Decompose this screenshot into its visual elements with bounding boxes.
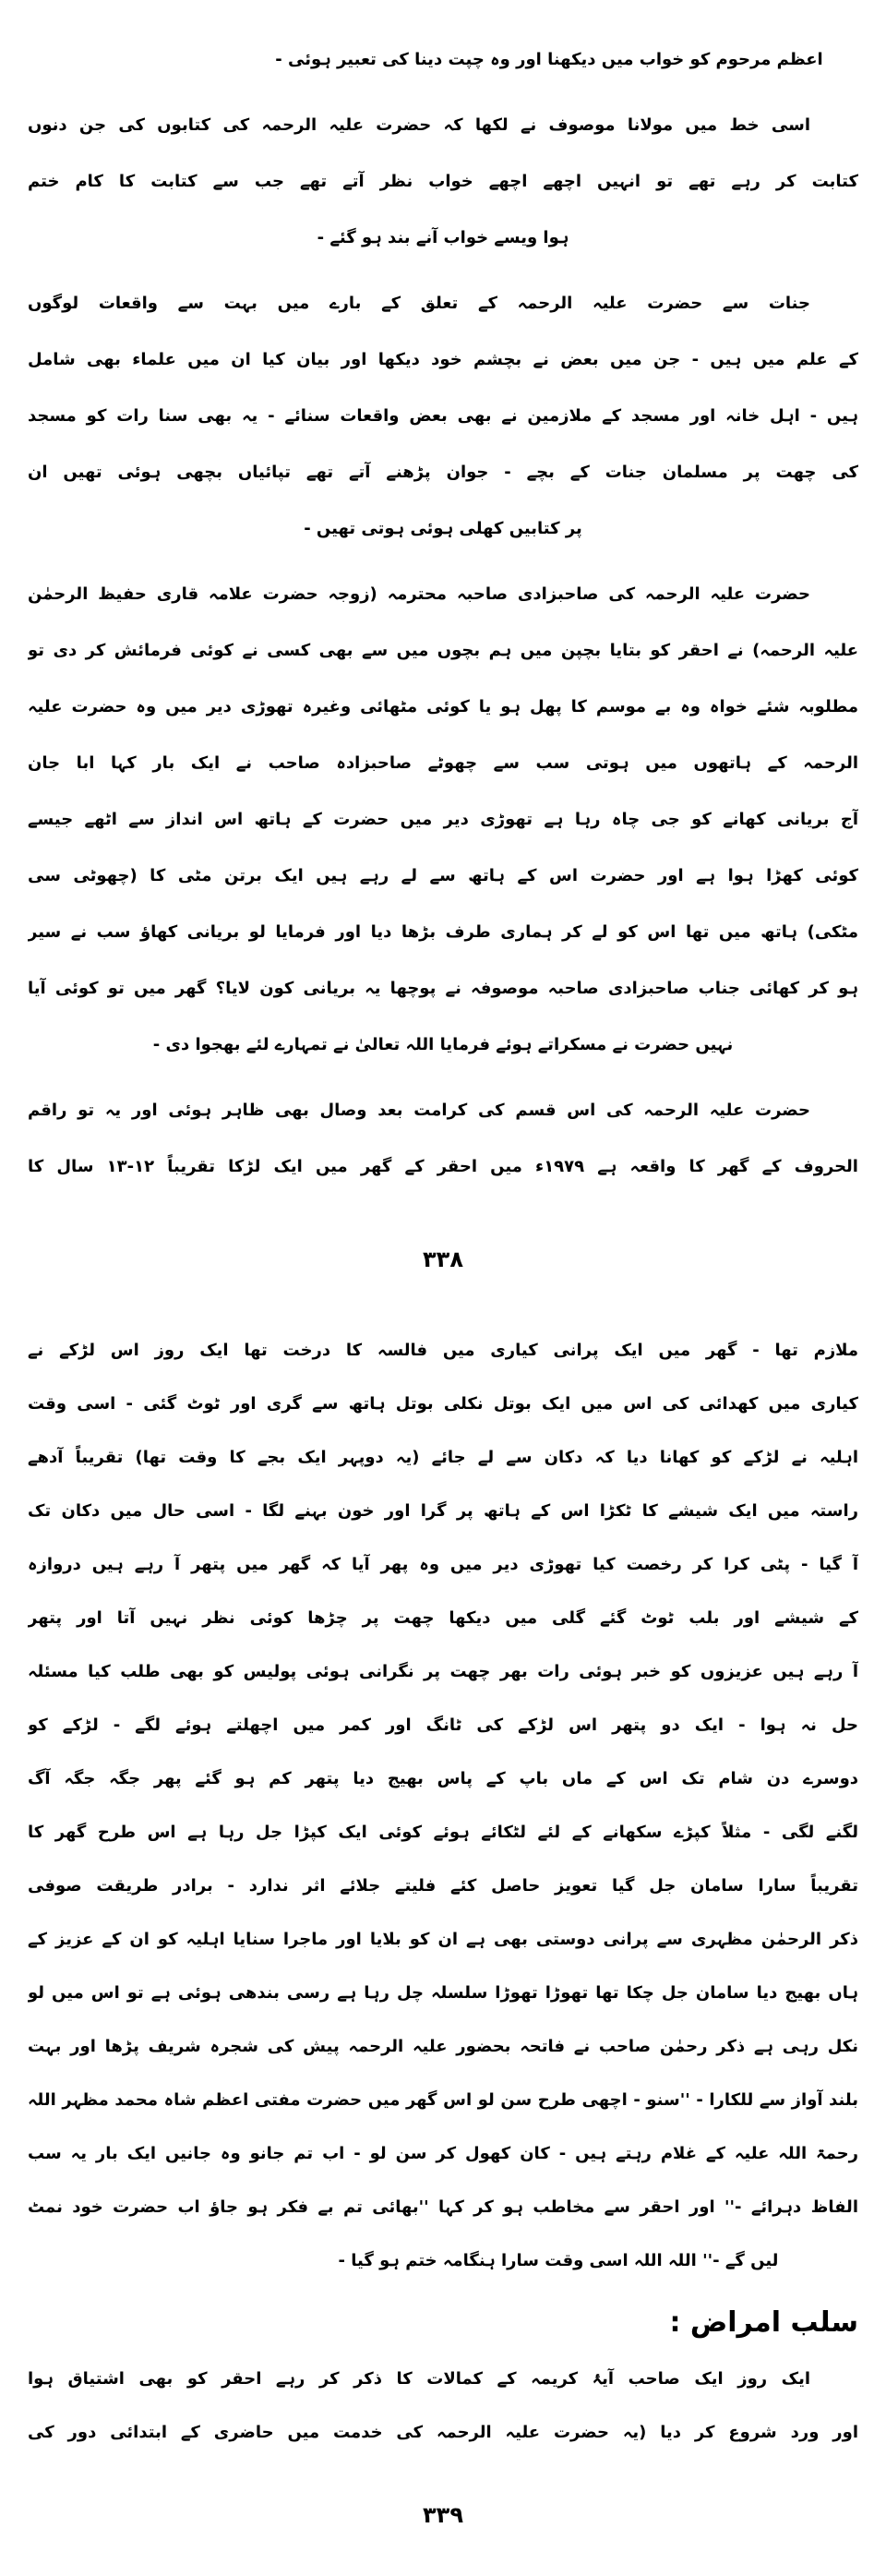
paragraph	[28, 2353, 858, 2460]
urdu-text-line: کتابت کر رہے تھے تو انہیں اچھے اچھے خواب نظر آتے تھے جب سے کتابت کا کام ختم	[28, 172, 858, 191]
urdu-text-line: علیہ الرحمہ) نے احقر کو بتایا بچپن میں ہم بچوں میں سے بھی کسی نے کوئی فرمائش کر دی تو	[28, 641, 858, 660]
urdu-text-line: تقریباً سارا سامان جل گیا تعویز حاصل کئے فلیتے جلائے اثر ندارد - برادر طریقت صوفی	[28, 1876, 858, 1896]
urdu-text-line: نکل رہی ہے ذکر رحمٰن صاحب نے فاتحہ بحضور علیہ الرحمہ پیش کی شجرہ شریف پڑھا اور بہت	[28, 2037, 858, 2056]
page-number-339: ۳۳۹	[423, 2502, 463, 2528]
urdu-text-line: کے شیشے اور بلب ٹوٹ گئے گلی میں دیکھا چھت پر چڑھا کوئی نظر نہیں آتا اور پتھر	[28, 1608, 858, 1628]
urdu-text-line: لگنے لگی - مثلاً کپڑے سکھانے کے لئے لٹکائے ہوئے کوئی ایک کپڑا جل رہا ہے اس طرح گھر کا	[28, 1823, 858, 1842]
book-page-338	[28, 31, 858, 1278]
urdu-text-line: کوئی کھڑا ہوا ہے اور حضرت اس کے ہاتھ سے لے رہے ہیں ایک برتن مٹی کا (چھوٹی سی	[28, 866, 858, 885]
urdu-text-line: الرحمہ کے ہاتھوں میں ہوتی سب سے چھوٹے صاحبزادہ صاحب نے ایک بار کہا ابا جان	[28, 753, 858, 773]
urdu-text-line: راستہ میں ایک شیشے کا ٹکڑا اس کے ہاتھ پر گرا اور خون بہنے لگا - اسی حال میں دکان تک	[28, 1501, 858, 1521]
urdu-text-line: بلند آواز سے للکارا - ''سنو - اچھی طرح سن لو اس گھر میں حضرت مفتی اعظم شاہ محمد مظہر اللہ	[28, 2090, 858, 2110]
continuation-paragraph	[28, 1324, 858, 2288]
urdu-text-line: ہوا ویسے خواب آنے بند ہو گئے -	[317, 228, 569, 247]
urdu-text-line: نہیں حضرت نے مسکراتے ہوئے فرمایا اللہ تعالیٰ نے تمہارے لئے بھجوا دی -	[152, 1035, 734, 1054]
urdu-text-line: ذکر الرحمٰن مظہری سے پرانی دوستی بھی ہے ان کو بلایا اور ماجرا سنایا اہلیہ کو ان کے عزیز کے	[28, 1930, 858, 1949]
urdu-text-line: ہاں بھیج دیا سامان جل چکا تھا تھوڑا تھوڑا سلسلہ چل رہا ہے رسی بندھی ہوئی ہے تو اس میں لو	[28, 1983, 858, 2003]
urdu-text-line: آ گیا - پٹی کرا کر رخصت کیا تھوڑی دیر میں وہ پھر آیا کہ گھر میں پتھر آ رہے ہیں دروازہ	[28, 1555, 858, 1574]
urdu-text-line: کے علم میں ہیں - جن میں بعض نے بچشم خود دیکھا اور بیان کیا ان میں علماء بھی شامل	[28, 350, 858, 369]
urdu-text-line: ایک روز ایک صاحب آیۂ کریمہ کے کمالات کا ذکر کر رہے احقر کو بھی اشتیاق ہوا	[28, 2369, 810, 2389]
book-page-339	[28, 1324, 858, 2534]
section-heading-salb-amraz: سلب امراض :	[669, 2306, 858, 2339]
page-number-338: ۳۳۸	[423, 1246, 463, 1272]
paragraph	[28, 1082, 858, 1195]
urdu-text-line: آ رہے ہیں عزیزوں کو خبر ہوئی رات بھر چھت پر نگرانی ہوئی پولیس کو بھی طلب کیا مسئلہ	[28, 1662, 858, 1681]
urdu-text-line: جنات سے حضرت علیہ الرحمہ کے تعلق کے بارے میں بہت سے واقعات لوگوں	[28, 294, 810, 313]
urdu-text-line: دوسرے دن شام تک اس کے ماں باپ کے پاس بھیج دیا پتھر کم ہو گئے پھر جگہ جگہ آگ	[28, 1769, 858, 1788]
urdu-text-line: لیں گے -'' اللہ اللہ اسی وقت سارا ہنگامہ ختم ہو گیا -	[338, 2251, 779, 2270]
urdu-text-line: آج بریانی کھانے کو جی چاہ رہا ہے تھوڑی دیر میں حضرت کے ہاتھ اس انداز سے اٹھے جیسے	[28, 810, 858, 829]
urdu-text-line: حل نہ ہوا - ایک دو پتھر اس لڑکے کی ٹانگ اور کمر میں اچھلتے ہوئے لگے - لڑکے کو	[28, 1715, 858, 1735]
urdu-text-line: اور ورد شروع کر دیا (یہ حضرت علیہ الرحمہ کی خدمت میں حاضری کے ابتدائی دور کی	[28, 2423, 858, 2442]
urdu-text-line: مٹکی) ہاتھ میں تھا اس کو لے کر ہماری طرف بڑھا دیا اور فرمایا لو بریانی کھاؤ سب نے سیر	[28, 922, 858, 942]
urdu-text-line: حضرت علیہ الرحمہ کی اس قسم کی کرامت بعد وصال بھی ظاہر ہوئی اور یہ تو راقم	[28, 1101, 810, 1120]
urdu-text-line: رحمۃ اللہ علیہ کے غلام رہتے ہیں - کان کھول کر سن لو - اب تم جانو وہ جانیں ایک بار یہ سب	[28, 2144, 858, 2163]
paragraph	[28, 566, 858, 1073]
urdu-text-line: پر کتابیں کھلی ہوئی ہوتی تھیں -	[304, 519, 582, 538]
urdu-text-line: اہلیہ نے لڑکے کو کھانا دیا کہ دکان سے لے جائے (یہ دوپہر ایک بجے کا وقت تھا) تقریباً آدھے	[28, 1448, 858, 1467]
urdu-text-line: مطلوبہ شئے خواہ وہ بے موسم کا پھل ہو یا کوئی مٹھائی وغیرہ تھوڑی دیر میں وہ حضرت علیہ	[28, 697, 858, 716]
paragraph	[28, 97, 858, 266]
urdu-text-line: اسی خط میں مولانا موصوف نے لکھا کہ حضرت علیہ الرحمہ کی کتابوں کی جن دنوں	[28, 115, 810, 135]
urdu-text-line: حضرت علیہ الرحمہ کی صاحبزادی صاحبہ محترمہ (زوجہ حضرت علامہ قاری حفیظ الرحمٰن	[28, 584, 810, 604]
urdu-text-line: ملازم تھا - گھر میں ایک پرانی کیاری میں فالسہ کا درخت تھا ایک روز اس لڑکے نے	[28, 1341, 858, 1360]
urdu-text-line: الفاظ دہرائے -'' اور احقر سے مخاطب ہو کر کہا ''بھائی تم بے فکر ہو جاؤ اب حضرت خود نمٹ	[28, 2197, 858, 2217]
urdu-text-line: کیاری میں کھدائی کی اس میں ایک بوتل نکلی بوتل ہاتھ سے گری اور ٹوٹ گئی - اسی وقت	[28, 1394, 858, 1414]
urdu-text-line: کی چھت پر مسلمان جنات کے بچے - جوان پڑھنے آتے تھے تپائیاں بچھی ہوئی تھیں ان	[28, 463, 858, 482]
paragraph	[28, 275, 858, 557]
urdu-text-line: ہیں - اہل خانہ اور مسجد کے ملازمین نے بھی بعض واقعات سنائے - یہ بھی سنا رات کو مسجد	[28, 406, 858, 426]
urdu-text-line: الحروف کے گھر کا واقعہ ہے ۱۹۷۹ء میں احقر کے گھر میں ایک لڑکا تقریباً ۱۲-۱۳ سال کا	[28, 1157, 858, 1176]
urdu-text-line: ہو کر کھائی جناب صاحبزادی صاحبہ موصوفہ نے پوچھا یہ بریانی کون لایا؟ گھر میں تو کوئی آیا	[28, 979, 858, 998]
prev-paragraph-closing-line: اعظم مرحوم کو خواب میں دیکھنا اور وہ چپت دینا کی تعبیر ہوئی -	[275, 50, 823, 69]
